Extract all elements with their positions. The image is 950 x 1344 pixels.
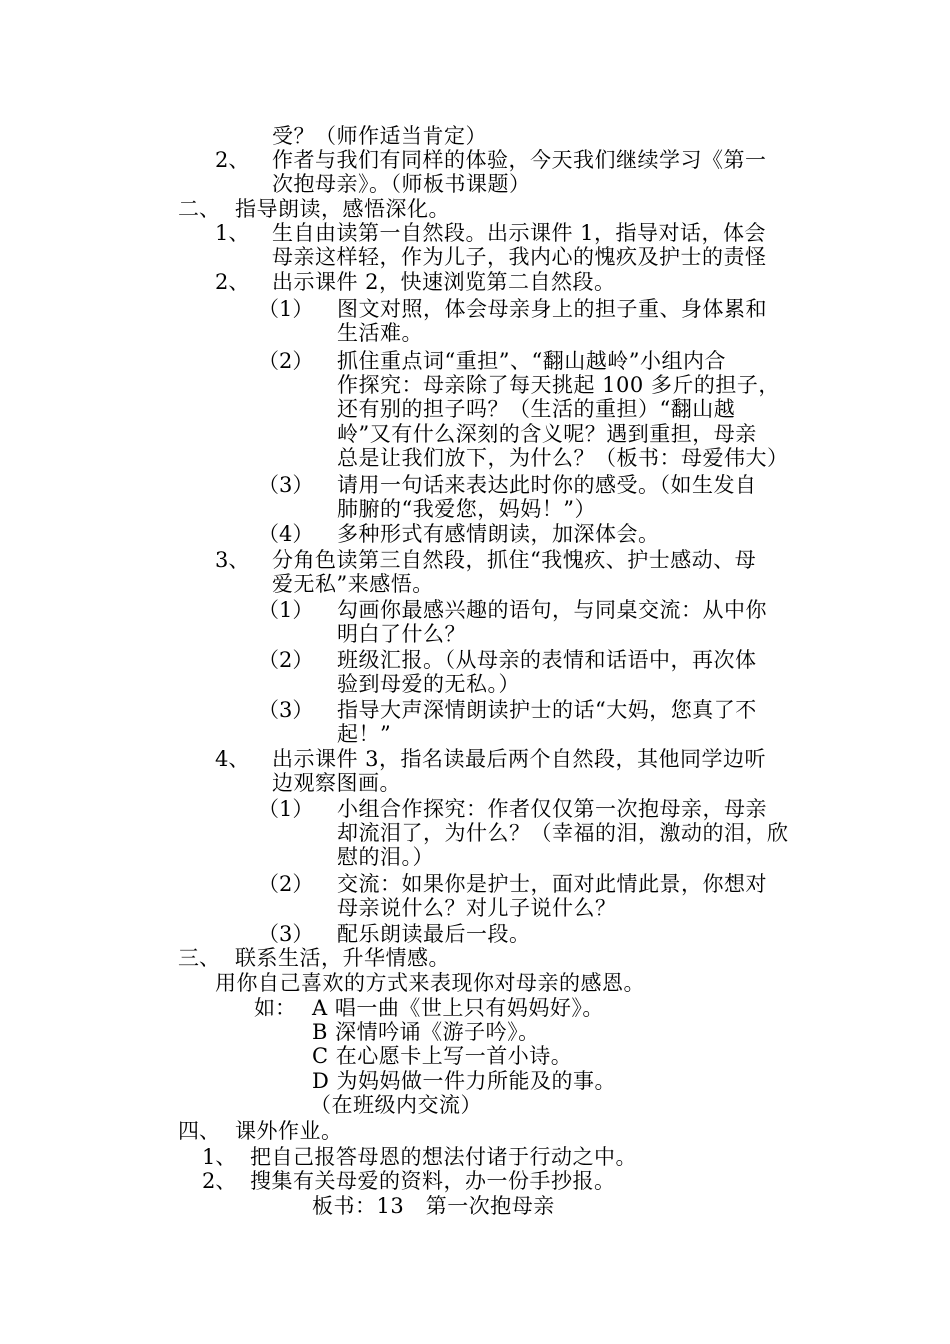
- section-3-intro: 用你自己喜欢的方式来表现你对母亲的感恩。: [215, 971, 645, 995]
- s2-i2-sub-1-number: （1）: [258, 297, 314, 321]
- s2-i3-sub-1-number: （1）: [258, 598, 314, 622]
- s2-i4-sub-1-number: （1）: [258, 797, 314, 821]
- example-label: 如：: [254, 996, 296, 1020]
- s2-i4-sub-3-line-1: 配乐朗读最后一段。: [337, 922, 531, 946]
- section-4-heading: 课外作业。: [235, 1119, 343, 1143]
- option-b: B 深情吟诵《游子吟》。: [312, 1020, 540, 1044]
- s2-i4-sub-2-number: （2）: [258, 872, 314, 896]
- section-2-number: 二、: [178, 197, 220, 221]
- option-c: C 在心愿卡上写一首小诗。: [312, 1044, 573, 1068]
- s2-i2-sub-2-line-4: 岭”又有什么深刻的含义呢？遇到重担，母亲: [337, 422, 757, 446]
- s2-i2-sub-3-line-1: 请用一句话来表达此时你的感受。（如生发自: [337, 473, 757, 497]
- s2-i3-sub-2-line-2: 验到母爱的无私。）: [337, 672, 520, 696]
- continuation-line: 受？（师作适当肯定）: [272, 124, 487, 148]
- s2-item-1-line-1: 生自由读第一自然段。出示课件 1，指导对话，体会: [272, 221, 767, 245]
- s2-i4-sub-1-line-2: 却流泪了，为什么？（幸福的泪，激动的泪，欣: [337, 821, 789, 845]
- s2-i2-sub-1-line-1: 图文对照，体会母亲身上的担子重、身体累和: [337, 297, 767, 321]
- s2-i2-sub-3-line-2: 肺腑的“我爱您，妈妈！”）: [337, 497, 596, 521]
- s2-i2-sub-4-number: （4）: [258, 522, 314, 546]
- s2-item-3-number: 3、: [215, 548, 250, 572]
- s4-item-2-text: 搜集有关母爱的资料，办一份手抄报。: [250, 1169, 616, 1193]
- s2-i2-sub-2-line-5: 总是让我们放下，为什么？（板书：母爱伟大）: [337, 446, 789, 470]
- s2-item-4-line-1: 出示课件 3，指名读最后两个自然段，其他同学边听: [272, 747, 767, 771]
- intro-item-2-number: 2、: [215, 148, 250, 172]
- s2-i2-sub-4-line-1: 多种形式有感情朗读，加深体会。: [337, 522, 660, 546]
- s4-item-2-number: 2、: [202, 1169, 237, 1193]
- s2-i4-sub-1-line-1: 小组合作探究：作者仅仅第一次抱母亲，母亲: [337, 797, 767, 821]
- s2-i3-sub-3-number: （3）: [258, 698, 314, 722]
- s2-i2-sub-3-number: （3）: [258, 473, 314, 497]
- section-3-note: （在班级内交流）: [310, 1093, 482, 1117]
- s2-item-4-line-2: 边观察图画。: [272, 771, 401, 795]
- s2-item-1-line-2: 母亲这样轻，作为儿子，我内心的愧疚及护士的责怪: [272, 245, 767, 269]
- s4-item-1-number: 1、: [202, 1145, 237, 1169]
- option-a: A 唱一曲《世上只有妈妈好》。: [312, 996, 604, 1020]
- s2-i3-sub-3-line-1: 指导大声深情朗读护士的话“大妈，您真了不: [337, 698, 757, 722]
- section-2-heading: 指导朗读，感悟深化。: [235, 197, 450, 221]
- option-d: D 为妈妈做一件力所能及的事。: [312, 1069, 617, 1093]
- s2-item-3-line-2: 爱无私”来感悟。: [272, 572, 434, 596]
- s2-item-2-line-1: 出示课件 2，快速浏览第二自然段。: [272, 270, 616, 294]
- s2-i3-sub-2-number: （2）: [258, 648, 314, 672]
- section-4-number: 四、: [178, 1119, 220, 1143]
- section-3-number: 三、: [178, 946, 220, 970]
- s2-i4-sub-2-line-1: 交流：如果你是护士，面对此情此景，你想对: [337, 872, 767, 896]
- s2-i3-sub-1-line-1: 勾画你最感兴趣的语句，与同桌交流：从中你: [337, 598, 767, 622]
- s2-i3-sub-2-line-1: 班级汇报。（从母亲的表情和话语中，再次体: [337, 648, 757, 672]
- s2-i3-sub-3-line-2: 起！”: [337, 722, 392, 746]
- board-title: 板书：13 第一次抱母亲: [312, 1194, 555, 1218]
- intro-item-2-line-1: 作者与我们有同样的体验，今天我们继续学习《第一: [272, 148, 767, 172]
- s2-i4-sub-2-line-2: 母亲说什么？对儿子说什么？: [337, 896, 617, 920]
- s2-i4-sub-3-number: （3）: [258, 922, 314, 946]
- s2-item-1-number: 1、: [215, 221, 250, 245]
- s2-item-4-number: 4、: [215, 747, 250, 771]
- s2-i2-sub-2-line-2: 作探究：母亲除了每天挑起 100 多斤的担子，: [337, 373, 780, 397]
- s2-i3-sub-1-line-2: 明白了什么？: [337, 622, 466, 646]
- section-3-heading: 联系生活，升华情感。: [235, 946, 450, 970]
- s2-i2-sub-2-number: （2）: [258, 349, 314, 373]
- intro-item-2-line-2: 次抱母亲》。（师板书课题）: [272, 172, 531, 196]
- s2-item-3-line-1: 分角色读第三自然段，抓住“我愧疚、护士感动、母: [272, 548, 757, 572]
- s4-item-1-text: 把自己报答母恩的想法付诸于行动之中。: [250, 1145, 637, 1169]
- s2-i2-sub-2-line-3: 还有别的担子吗？（生活的重担）“翻山越: [337, 397, 736, 421]
- s2-i4-sub-1-line-3: 慰的泪。）: [337, 845, 434, 869]
- s2-i2-sub-2-line-1: 抓住重点词“重担”、“翻山越岭”小组内合: [337, 349, 726, 373]
- s2-i2-sub-1-line-2: 生活难。: [337, 321, 423, 345]
- s2-item-2-number: 2、: [215, 270, 250, 294]
